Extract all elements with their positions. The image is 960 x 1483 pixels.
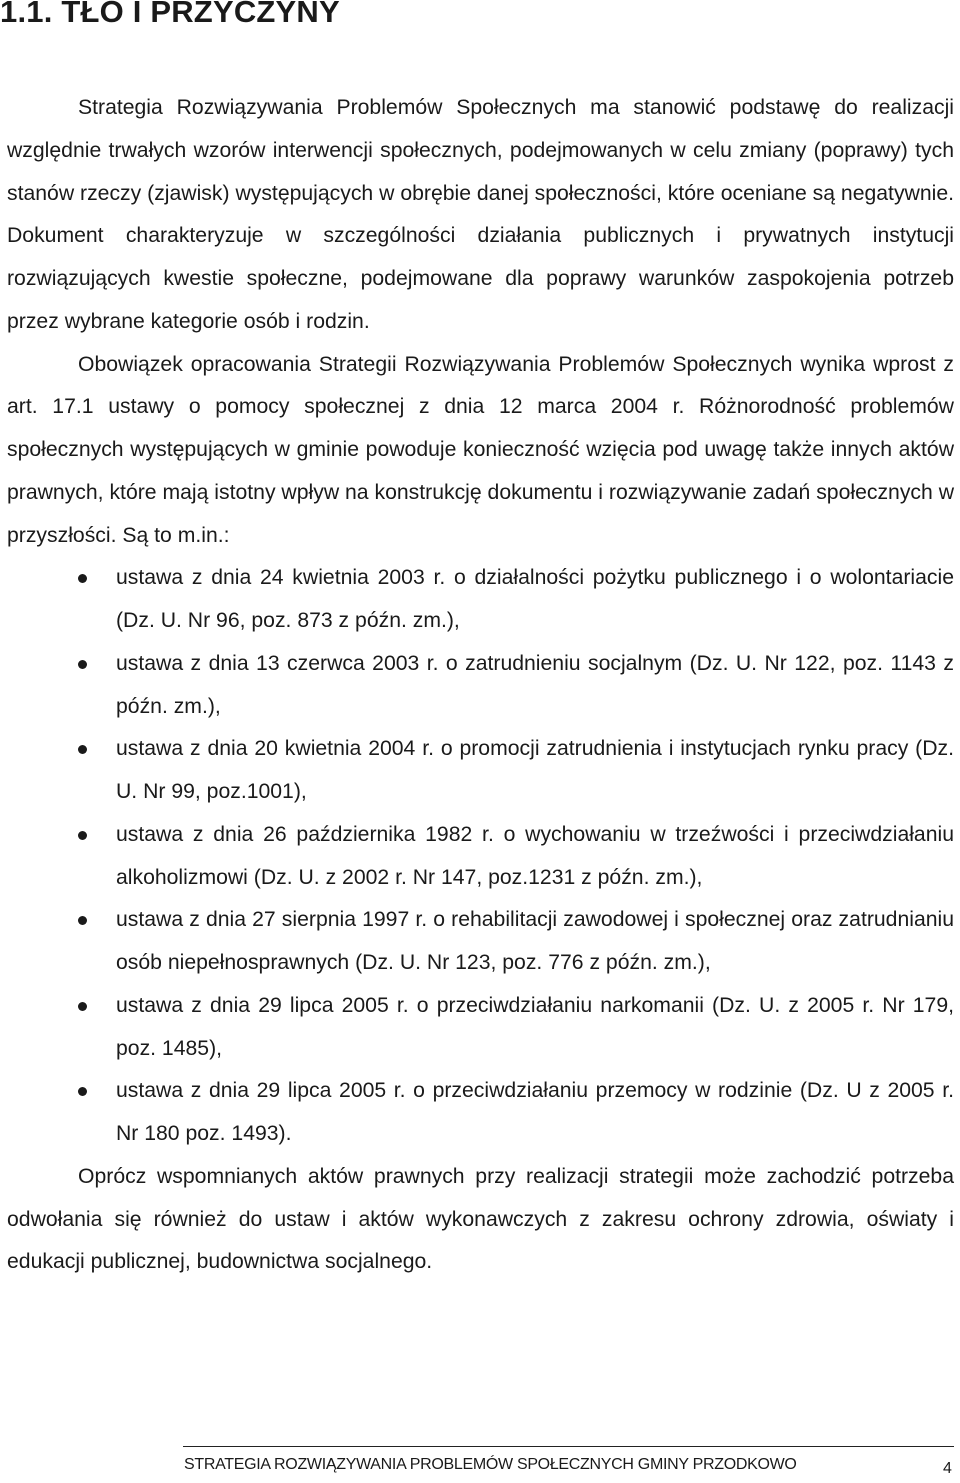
legal-act-text: ustawa z dnia 29 lipca 2005 r. o przeciwdziałaniu przemocy w rodzinie (Dz. U z 2005 r. Nr 180 poz. 1493).: [116, 1079, 954, 1145]
bullet-icon: [78, 745, 87, 754]
page-number: 4: [943, 1460, 952, 1477]
legal-act-item: [7, 1070, 954, 1156]
bullet-icon: [78, 660, 87, 669]
bullet-icon: [78, 574, 87, 583]
bullet-icon: [78, 1002, 87, 1011]
bullet-icon: [78, 831, 87, 840]
document-body: [7, 87, 954, 1284]
bullet-icon: [78, 916, 87, 925]
legal-act-text: ustawa z dnia 24 kwietnia 2003 r. o działalności pożytku publicznego i o wolontariacie (Dz. U. Nr 96, poz. 873 z późn. zm.),: [116, 566, 954, 632]
bullet-icon: [78, 1087, 87, 1096]
obligation-paragraph: Obowiązek opracowania Strategii Rozwiązywania Problemów Społecznych wynika wprost z art. 17.1 ustawy o pomocy społecznej z dnia 12 marca 2004 r. Różnorodność problemów społecznych występujących w gminie powoduje konieczność wzięcia pod uwagę także innych aktów prawnych, które mają istotny wpływ na konstrukcję dokumentu i rozwiązywanie zadań społecznych w przyszłości. Są to m.in.:: [7, 352, 954, 547]
footer-divider: [183, 1446, 954, 1447]
footer-title: STRATEGIA ROZWIĄZYWANIA PROBLEMÓW SPOŁECZNYCH GMINY PRZODKOWO: [184, 1456, 797, 1473]
legal-act-text: ustawa z dnia 13 czerwca 2003 r. o zatrudnieniu socjalnym (Dz. U. Nr 122, poz. 1143 z późn. zm.),: [116, 651, 954, 718]
legal-act-item: [7, 728, 954, 814]
legal-act-text: ustawa z dnia 29 lipca 2005 r. o przeciwdziałaniu narkomanii (Dz. U. z 2005 r. Nr 179, poz. 1485),: [116, 993, 954, 1060]
legal-act-item: [7, 899, 954, 985]
legal-act-text: ustawa z dnia 27 sierpnia 1997 r. o rehabilitacji zawodowej i społecznej oraz zatrudnianiu osób niepełnosprawnych (Dz. U. Nr 123, poz. 776 z późn. zm.),: [116, 908, 954, 974]
legal-act-item: [7, 643, 954, 729]
legal-act-text: ustawa z dnia 26 października 1982 r. o wychowaniu w trzeźwości i przeciwdziałaniu alkoholizmowi (Dz. U. z 2002 r. Nr 147, poz.1231 z późn. zm.),: [116, 822, 954, 889]
section-heading: 1.1. TŁO I PRZYCZYNY: [0, 0, 340, 29]
legal-act-item: [7, 557, 954, 643]
legal-acts-list: [7, 557, 954, 1156]
legal-act-item: [7, 985, 954, 1071]
intro-paragraph: Strategia Rozwiązywania Problemów Społecznych ma stanowić podstawę do realizacji względnie trwałych wzorów interwencji społecznych, podejmowanych w celu zmiany (poprawy) tych stanów rzeczy (zjawisk) występujących w obrębie danej społeczności, które oceniane są negatywnie. Dokument charakteryzuje w szczególności działania publicznych i prywatnych instytucji rozwiązujących kwestie społeczne, podejmowane dla poprawy warunków zaspokojenia potrzeb przez wybrane kategorie osób i rodzin.: [7, 96, 954, 333]
legal-act-item: [7, 814, 954, 900]
legal-act-text: ustawa z dnia 20 kwietnia 2004 r. o promocji zatrudnienia i instytucjach rynku pracy (Dz. U. Nr 99, poz.1001),: [116, 737, 954, 803]
closing-paragraph: Oprócz wspomnianych aktów prawnych przy realizacji strategii może zachodzić potrzeba odwołania się również do ustaw i aktów wykonawczych z zakresu ochrony zdrowia, oświaty i edukacji publicznej, budownictwa socjalnego.: [7, 1164, 954, 1274]
